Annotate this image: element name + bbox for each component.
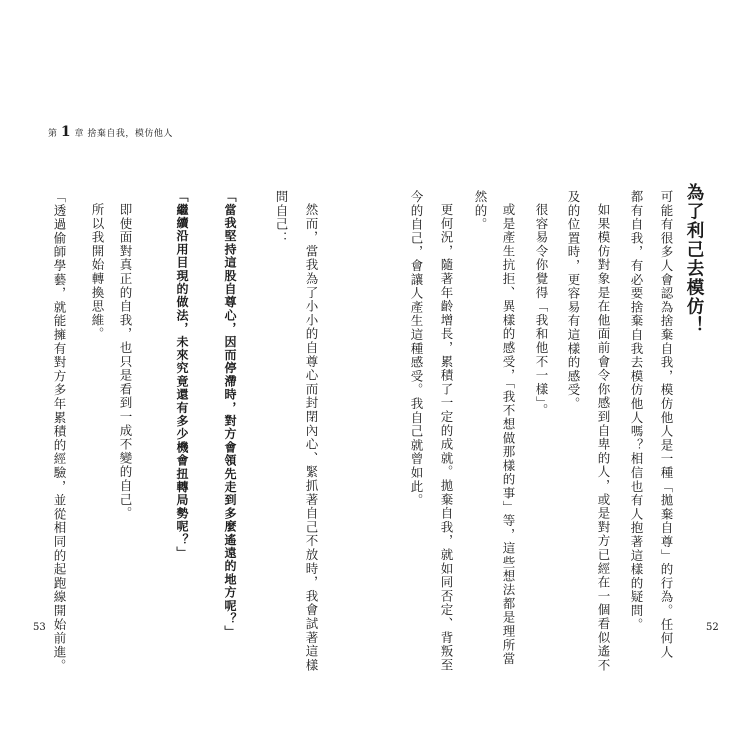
page-number-left: 53: [33, 622, 46, 633]
chapter-number: 1: [60, 124, 72, 140]
text-column: 即使面對真正的自我，也只是看到一成不變的自己。: [118, 203, 133, 521]
text-column: 「透過偷師學藝，就能擁有對方多年累積的經驗，並從相同的起跑線開始前進。: [52, 190, 67, 673]
text-column: 更何況，隨著年齡增長，累積了一定的成就。拋棄自我，就如同否定、背叛至: [439, 203, 454, 673]
quote-line: 「繼續沿用目現的做法，未來究竟還有多少機會扭轉局勢呢？」: [175, 190, 189, 560]
text-column: 很容易令你覺得「我和他不一樣」。: [534, 203, 549, 418]
text-column: 然的。: [473, 190, 488, 232]
running-header: [48, 124, 173, 140]
chapter-suffix: 章: [74, 129, 85, 139]
text-column: 今的自己，會讓人產生這種感受。我自己就曾如此。: [409, 190, 424, 508]
page-number-right: 52: [706, 622, 719, 633]
text-column: 問自己：: [274, 190, 289, 246]
text-column: 如果模仿對象是在他面前會令你感到自卑的人，或是對方已經在一個看似遙不: [596, 203, 611, 673]
text-column: 然而，當我為了小小的自尊心而封閉內心、緊抓著自己不放時，我會試著這樣: [304, 203, 319, 673]
text-column: 可能有很多人會認為捨棄自我，模仿他人是一種「拋棄自尊」的行為。任何人: [659, 190, 674, 660]
quote-line: 「當我堅持這股自尊心，因而停滯時，對方會領先走到多麼遙遠的地方呢？」: [223, 190, 237, 639]
chapter-prefix: 第: [48, 129, 58, 139]
text-column: 都有自我，有必要捨棄自我去模仿他人嗎？相信也有人抱著這樣的疑問。: [629, 190, 644, 632]
text-column: 或是產生抗拒、異樣的感受，「我不想做那樣的事」等，這些想法都是理所當: [501, 203, 516, 666]
text-column: 所以我開始轉換思維。: [90, 203, 105, 341]
chapter-title: 捨棄自我，模仿他人: [87, 129, 173, 139]
text-column: 及的位置時，更容易有這樣的感受。: [566, 190, 581, 411]
section-title: 為了利己去模仿！: [684, 183, 704, 335]
